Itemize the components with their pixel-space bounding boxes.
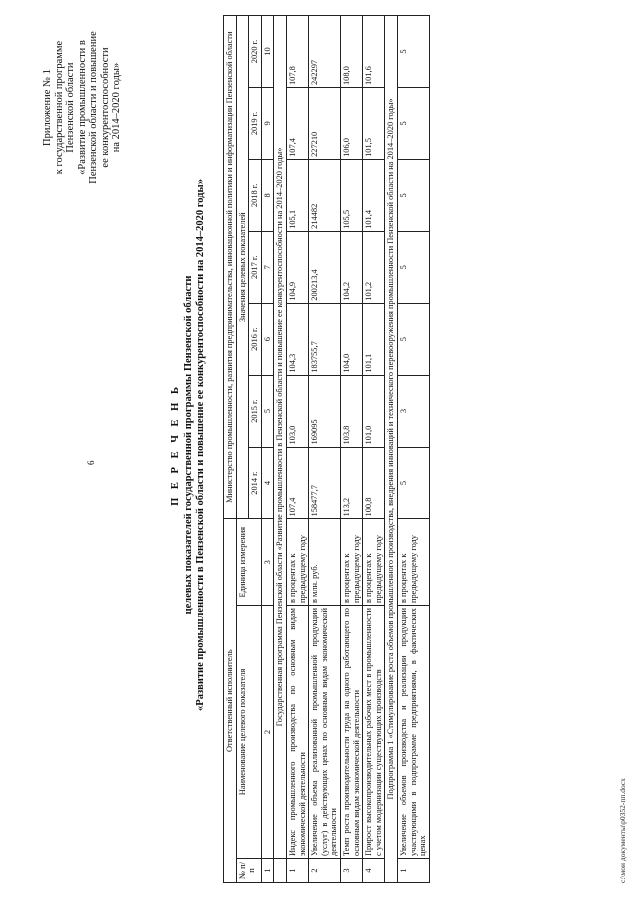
- value-cell: 107,4: [286, 447, 308, 519]
- appendix-line: на 2014–2020 годы»: [111, 62, 122, 153]
- col-header-num: № п/п: [236, 859, 261, 883]
- indicator-name: Индекс промышленного производства по основным видам экономической деятельности: [286, 606, 308, 859]
- indicator-name: Темп роста производительности труда на одного работающего по основным видам экономической деятельности: [340, 606, 362, 859]
- value-cell: 104,3: [286, 303, 308, 375]
- value-cell: 214482: [309, 159, 341, 231]
- value-cell: 104,2: [340, 231, 362, 303]
- value-cell: 5: [397, 88, 429, 160]
- column-number: 9: [261, 88, 274, 160]
- value-cell: 107,8: [286, 16, 308, 88]
- table-row: [340, 16, 362, 883]
- appendix-line: Пензенской области: [65, 62, 76, 153]
- value-cell: 158477,7: [309, 447, 341, 519]
- indicator-unit: в процентах к предыдущему году: [286, 519, 308, 606]
- value-cell: 100,8: [363, 447, 385, 519]
- table-row: [286, 16, 308, 883]
- column-number: 7: [261, 231, 274, 303]
- appendix-line: ее конкурентоспособности: [99, 47, 111, 168]
- appendix-line: Приложение № 1: [42, 69, 53, 146]
- indicators-table: [223, 15, 430, 883]
- value-cell: 113,2: [340, 447, 362, 519]
- file-path-footer: c:\мои документы\р0352-пп.docx: [618, 778, 627, 883]
- document-title: [170, 145, 208, 745]
- appendix-line: Пензенской области и повышение: [88, 31, 99, 184]
- indicator-name: Прирост высокопроизводительных рабочих мест в промышленности с учетом модернизации существующих производств: [363, 606, 385, 859]
- value-cell: 101,2: [363, 231, 385, 303]
- value-cell: 103,8: [340, 375, 362, 447]
- value-cell: 101,5: [363, 88, 385, 160]
- col-header-values: Значения целевых показателей: [236, 16, 249, 519]
- column-number: 6: [261, 303, 274, 375]
- value-cell: 5: [397, 303, 429, 375]
- column-number: 1: [261, 859, 274, 883]
- responsible-label: Ответственный исполнитель: [224, 519, 237, 883]
- column-number: 3: [261, 519, 274, 606]
- value-cell: 101,0: [363, 375, 385, 447]
- appendix-line: к государственной программе: [53, 40, 65, 175]
- year-header: 2015 г.: [249, 375, 262, 447]
- indicator-unit: в процентах к предыдущему году: [397, 519, 429, 606]
- column-number: 2: [261, 606, 274, 859]
- col-header-unit: Единица измерения: [236, 519, 261, 606]
- column-number: 8: [261, 159, 274, 231]
- column-numbers-row: [261, 16, 274, 883]
- value-cell: 104,0: [340, 303, 362, 375]
- value-cell: 105,1: [286, 159, 308, 231]
- indicator-unit: в процентах к предыдущему году: [363, 519, 385, 606]
- value-cell: 108,0: [340, 16, 362, 88]
- section-heading: Государственная программа Пензенской области «Развитие промышленности в Пензенской области и повышение ее конкурентоспособности на 2014–2020 годы»: [274, 16, 287, 859]
- value-cell: 5: [397, 447, 429, 519]
- value-cell: 107,4: [286, 88, 308, 160]
- value-cell: 101,6: [363, 16, 385, 88]
- value-cell: 3: [397, 375, 429, 447]
- year-header: 2014 г.: [249, 447, 262, 519]
- title-subheading: целевых показателей государственной программы Пензенской области: [182, 275, 194, 615]
- indicator-name: Увеличение объема реализованной промышленной продукции (услуг) в действующих ценах по основным видам экономической деятельности: [309, 606, 341, 859]
- value-cell: 5: [397, 16, 429, 88]
- title-program-name: «Развитие промышленности в Пензенской области и повышение ее конкурентоспособности на 2014–2020 годы»: [195, 179, 206, 711]
- value-cell: 101,1: [363, 303, 385, 375]
- value-cell: 5: [397, 231, 429, 303]
- value-cell: 242297: [309, 16, 341, 88]
- table-row: [397, 16, 429, 883]
- value-cell: 5: [397, 159, 429, 231]
- appendix-line: «Развитие промышленности в: [76, 40, 88, 175]
- value-cell: 101,4: [363, 159, 385, 231]
- row-num: 1: [286, 859, 308, 883]
- value-cell: 103,0: [286, 375, 308, 447]
- value-cell: 169095: [309, 375, 341, 447]
- value-cell: 106,0: [340, 88, 362, 160]
- year-header: 2016 г.: [249, 303, 262, 375]
- indicator-unit: в процентах к предыдущему году: [340, 519, 362, 606]
- responsible-value: Министерство промышленности, развития предпринимательства, инновационной политики и информатизации Пензенской области: [224, 16, 237, 519]
- value-cell: 105,5: [340, 159, 362, 231]
- indicator-name: Увеличение объемов производства и реализации продукции участвующими в подпрограмме предприятиями, в фактических ценах: [397, 606, 429, 859]
- title-heading: П Е Р Е Ч Е Н Ь: [170, 384, 181, 506]
- row-num: 2: [309, 859, 341, 883]
- year-header: 2018 г.: [249, 159, 262, 231]
- section-spacer: [274, 859, 287, 883]
- column-number: 4: [261, 447, 274, 519]
- indicator-unit: в млн. руб.: [309, 519, 341, 606]
- year-header: 2020 г.: [249, 16, 262, 88]
- row-num: 1: [397, 859, 429, 883]
- year-header: 2019 г.: [249, 88, 262, 160]
- section-heading: Подпрограмма 1 «Стимулирование роста объемов промышленного производства, внедрения инноваций и технического перевооружения промышленности Пензенской области на 2014–2020 годы»: [385, 16, 398, 883]
- value-cell: 104,9: [286, 231, 308, 303]
- row-num: 4: [363, 859, 385, 883]
- col-header-name: Наименование целевого показателя: [236, 606, 261, 859]
- page-number: 6: [86, 460, 96, 465]
- column-number: 10: [261, 16, 274, 88]
- table-row: [309, 16, 341, 883]
- value-cell: 200213,4: [309, 231, 341, 303]
- appendix-note: [42, 25, 123, 190]
- row-num: 3: [340, 859, 362, 883]
- column-number: 5: [261, 375, 274, 447]
- table-row: [363, 16, 385, 883]
- value-cell: 227210: [309, 88, 341, 160]
- year-header: 2017 г.: [249, 231, 262, 303]
- value-cell: 183755,7: [309, 303, 341, 375]
